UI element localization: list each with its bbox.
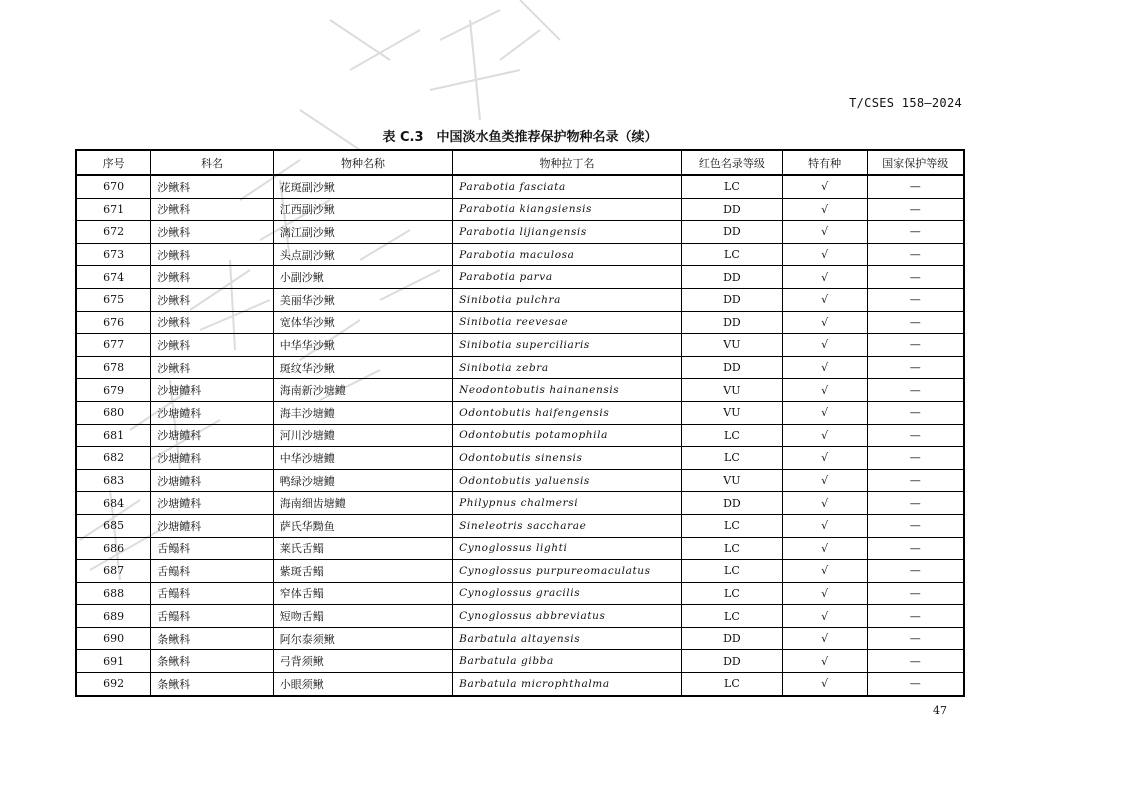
row-national-protection: — — [867, 379, 964, 402]
row-red-list: LC — [681, 424, 782, 447]
table-row — [76, 447, 964, 470]
row-family: 舌鳎科 — [151, 537, 274, 560]
row-index: 682 — [76, 447, 151, 470]
row-species-name: 中华沙塘鳢 — [273, 447, 452, 470]
row-endemic: √ — [782, 379, 867, 402]
table-row — [76, 379, 964, 402]
row-family: 舌鳎科 — [151, 582, 274, 605]
row-species-name: 江西副沙鳅 — [273, 198, 452, 221]
row-family: 沙塘鳢科 — [151, 514, 274, 537]
row-endemic: √ — [782, 424, 867, 447]
row-national-protection: — — [867, 243, 964, 266]
col-header-red-list: 红色名录等级 — [681, 150, 782, 175]
row-endemic: √ — [782, 492, 867, 515]
col-header-endemic: 特有种 — [782, 150, 867, 175]
row-family: 沙鳅科 — [151, 356, 274, 379]
row-index: 670 — [76, 175, 151, 198]
row-red-list: LC — [681, 175, 782, 198]
species-table — [75, 149, 965, 697]
row-index: 684 — [76, 492, 151, 515]
row-index: 686 — [76, 537, 151, 560]
row-latin-name: Cynoglossus gracilis — [453, 582, 682, 605]
table-row — [76, 334, 964, 357]
col-header-national-protection: 国家保护等级 — [867, 150, 964, 175]
row-species-name: 花斑副沙鳅 — [273, 175, 452, 198]
row-species-name: 海南细齿塘鳢 — [273, 492, 452, 515]
row-national-protection: — — [867, 560, 964, 583]
row-red-list: LC — [681, 605, 782, 628]
row-red-list: DD — [681, 221, 782, 244]
row-index: 692 — [76, 673, 151, 696]
table-row — [76, 243, 964, 266]
table-row — [76, 356, 964, 379]
row-family: 条鳅科 — [151, 650, 274, 673]
row-national-protection: — — [867, 605, 964, 628]
page-number: 47 — [933, 704, 947, 717]
row-family: 沙塘鳢科 — [151, 447, 274, 470]
row-national-protection: — — [867, 650, 964, 673]
row-index: 689 — [76, 605, 151, 628]
row-latin-name: Cynoglossus purpureomaculatus — [453, 560, 682, 583]
row-red-list: DD — [681, 492, 782, 515]
row-latin-name: Cynoglossus lighti — [453, 537, 682, 560]
row-family: 沙鳅科 — [151, 198, 274, 221]
row-red-list: VU — [681, 334, 782, 357]
row-index: 688 — [76, 582, 151, 605]
row-latin-name: Neodontobutis hainanensis — [453, 379, 682, 402]
row-family: 沙鳅科 — [151, 243, 274, 266]
row-latin-name: Odontobutis haifengensis — [453, 401, 682, 424]
row-latin-name: Philypnus chalmersi — [453, 492, 682, 515]
row-latin-name: Barbatula altayensis — [453, 627, 682, 650]
row-species-name: 鸭绿沙塘鳢 — [273, 469, 452, 492]
row-index: 679 — [76, 379, 151, 402]
row-species-name: 美丽华沙鳅 — [273, 288, 452, 311]
table-header-row — [76, 150, 964, 175]
row-index: 680 — [76, 401, 151, 424]
row-latin-name: Barbatula microphthalma — [453, 673, 682, 696]
row-family: 沙塘鳢科 — [151, 401, 274, 424]
table-row — [76, 605, 964, 628]
row-red-list: LC — [681, 582, 782, 605]
row-latin-name: Parabotia maculosa — [453, 243, 682, 266]
row-family: 沙鳅科 — [151, 334, 274, 357]
row-species-name: 紫斑舌鳎 — [273, 560, 452, 583]
row-national-protection: — — [867, 582, 964, 605]
row-national-protection: — — [867, 673, 964, 696]
row-endemic: √ — [782, 537, 867, 560]
row-latin-name: Sineleotris saccharae — [453, 514, 682, 537]
row-endemic: √ — [782, 673, 867, 696]
table-row — [76, 198, 964, 221]
standard-code: T/CSES 158—2024 — [849, 96, 962, 110]
table-row — [76, 537, 964, 560]
row-family: 沙鳅科 — [151, 175, 274, 198]
table-row — [76, 492, 964, 515]
row-national-protection: — — [867, 266, 964, 289]
row-national-protection: — — [867, 424, 964, 447]
row-red-list: LC — [681, 560, 782, 583]
row-index: 687 — [76, 560, 151, 583]
table-row — [76, 514, 964, 537]
row-red-list: VU — [681, 401, 782, 424]
row-index: 671 — [76, 198, 151, 221]
row-species-name: 阿尔泰须鳅 — [273, 627, 452, 650]
row-species-name: 海丰沙塘鳢 — [273, 401, 452, 424]
col-header-index: 序号 — [76, 150, 151, 175]
row-national-protection: — — [867, 469, 964, 492]
row-national-protection: — — [867, 175, 964, 198]
table-row — [76, 673, 964, 696]
row-endemic: √ — [782, 198, 867, 221]
row-national-protection: — — [867, 401, 964, 424]
table-row — [76, 266, 964, 289]
row-latin-name: Parabotia lijiangensis — [453, 221, 682, 244]
table-row — [76, 650, 964, 673]
row-latin-name: Cynoglossus abbreviatus — [453, 605, 682, 628]
table-row — [76, 401, 964, 424]
row-red-list: DD — [681, 650, 782, 673]
row-index: 683 — [76, 469, 151, 492]
row-red-list: DD — [681, 266, 782, 289]
row-national-protection: — — [867, 492, 964, 515]
row-species-name: 萨氏华黝鱼 — [273, 514, 452, 537]
row-national-protection: — — [867, 334, 964, 357]
row-species-name: 漓江副沙鳅 — [273, 221, 452, 244]
row-red-list: LC — [681, 673, 782, 696]
row-red-list: LC — [681, 447, 782, 470]
row-latin-name: Sinibotia superciliaris — [453, 334, 682, 357]
row-latin-name: Parabotia fasciata — [453, 175, 682, 198]
table-row — [76, 311, 964, 334]
row-latin-name: Odontobutis sinensis — [453, 447, 682, 470]
row-species-name: 宽体华沙鳅 — [273, 311, 452, 334]
col-header-latin-name: 物种拉丁名 — [453, 150, 682, 175]
row-national-protection: — — [867, 514, 964, 537]
row-species-name: 中华华沙鳅 — [273, 334, 452, 357]
row-latin-name: Parabotia kiangsiensis — [453, 198, 682, 221]
row-endemic: √ — [782, 605, 867, 628]
row-family: 沙鳅科 — [151, 266, 274, 289]
row-red-list: LC — [681, 243, 782, 266]
row-species-name: 海南新沙塘鳢 — [273, 379, 452, 402]
row-red-list: DD — [681, 356, 782, 379]
row-red-list: DD — [681, 288, 782, 311]
row-index: 673 — [76, 243, 151, 266]
row-latin-name: Barbatula gibba — [453, 650, 682, 673]
row-index: 690 — [76, 627, 151, 650]
row-endemic: √ — [782, 334, 867, 357]
row-latin-name: Odontobutis potamophila — [453, 424, 682, 447]
row-index: 676 — [76, 311, 151, 334]
row-endemic: √ — [782, 650, 867, 673]
row-family: 沙塘鳢科 — [151, 469, 274, 492]
row-endemic: √ — [782, 311, 867, 334]
row-index: 677 — [76, 334, 151, 357]
row-endemic: √ — [782, 221, 867, 244]
row-family: 舌鳎科 — [151, 560, 274, 583]
row-latin-name: Sinibotia reevesae — [453, 311, 682, 334]
row-national-protection: — — [867, 221, 964, 244]
row-family: 沙塘鳢科 — [151, 379, 274, 402]
row-red-list: VU — [681, 469, 782, 492]
row-family: 沙鳅科 — [151, 221, 274, 244]
row-index: 685 — [76, 514, 151, 537]
row-index: 691 — [76, 650, 151, 673]
row-endemic: √ — [782, 627, 867, 650]
row-family: 条鳅科 — [151, 673, 274, 696]
row-endemic: √ — [782, 514, 867, 537]
table-row — [76, 221, 964, 244]
row-endemic: √ — [782, 243, 867, 266]
row-endemic: √ — [782, 266, 867, 289]
row-latin-name: Odontobutis yaluensis — [453, 469, 682, 492]
row-red-list: LC — [681, 537, 782, 560]
row-endemic: √ — [782, 356, 867, 379]
row-family: 舌鳎科 — [151, 605, 274, 628]
table-row — [76, 469, 964, 492]
row-endemic: √ — [782, 560, 867, 583]
row-index: 681 — [76, 424, 151, 447]
row-species-name: 斑纹华沙鳅 — [273, 356, 452, 379]
row-national-protection: — — [867, 356, 964, 379]
table-row — [76, 175, 964, 198]
row-family: 沙鳅科 — [151, 288, 274, 311]
row-species-name: 小副沙鳅 — [273, 266, 452, 289]
col-header-species-name: 物种名称 — [273, 150, 452, 175]
row-national-protection: — — [867, 288, 964, 311]
row-species-name: 头点副沙鳅 — [273, 243, 452, 266]
row-index: 672 — [76, 221, 151, 244]
table-row — [76, 582, 964, 605]
row-endemic: √ — [782, 447, 867, 470]
row-national-protection: — — [867, 198, 964, 221]
row-red-list: DD — [681, 627, 782, 650]
row-national-protection: — — [867, 311, 964, 334]
row-endemic: √ — [782, 401, 867, 424]
row-index: 674 — [76, 266, 151, 289]
row-index: 675 — [76, 288, 151, 311]
row-national-protection: — — [867, 537, 964, 560]
row-species-name: 弓背须鳅 — [273, 650, 452, 673]
row-red-list: LC — [681, 514, 782, 537]
row-species-name: 小眼须鳅 — [273, 673, 452, 696]
row-red-list: VU — [681, 379, 782, 402]
row-species-name: 窄体舌鳎 — [273, 582, 452, 605]
row-national-protection: — — [867, 627, 964, 650]
row-index: 678 — [76, 356, 151, 379]
row-endemic: √ — [782, 469, 867, 492]
row-national-protection: — — [867, 447, 964, 470]
table-row — [76, 627, 964, 650]
row-endemic: √ — [782, 175, 867, 198]
row-family: 沙塘鳢科 — [151, 424, 274, 447]
row-family: 沙塘鳢科 — [151, 492, 274, 515]
table-title: 表 C.3 中国淡水鱼类推荐保护物种名录（续） — [382, 130, 658, 145]
col-header-family: 科名 — [151, 150, 274, 175]
table-row — [76, 288, 964, 311]
row-species-name: 莱氏舌鳎 — [273, 537, 452, 560]
row-red-list: DD — [681, 311, 782, 334]
row-red-list: DD — [681, 198, 782, 221]
row-family: 条鳅科 — [151, 627, 274, 650]
table-row — [76, 560, 964, 583]
row-latin-name: Sinibotia pulchra — [453, 288, 682, 311]
row-endemic: √ — [782, 288, 867, 311]
row-latin-name: Parabotia parva — [453, 266, 682, 289]
row-species-name: 短吻舌鳎 — [273, 605, 452, 628]
row-family: 沙鳅科 — [151, 311, 274, 334]
table-row — [76, 424, 964, 447]
row-species-name: 河川沙塘鳢 — [273, 424, 452, 447]
row-endemic: √ — [782, 582, 867, 605]
row-latin-name: Sinibotia zebra — [453, 356, 682, 379]
